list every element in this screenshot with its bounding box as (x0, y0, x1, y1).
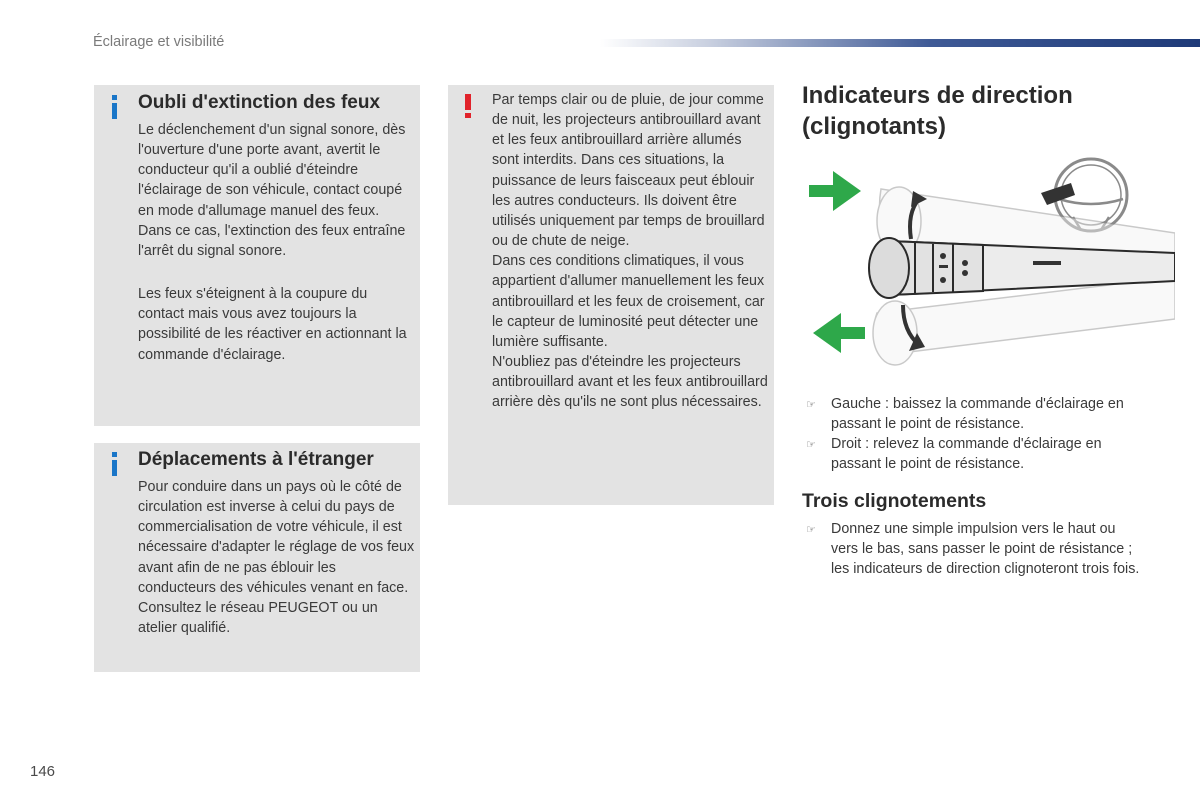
paragraph: Les feux s'éteignent à la coupure du contact mais vous avez toujours la possibilité de les réactiver en actionnant la commande d'éclairage. (138, 286, 407, 363)
indicator-bullets (806, 394, 1146, 475)
box-body (138, 477, 416, 638)
box-title: Déplacements à l'étranger (138, 449, 374, 470)
box-body (138, 120, 416, 365)
paragraph: Dans ces conditions climatiques, il vous appartient d'allumer manuellement les feux antibrouillard et les feux de croisement, car le capteur de luminosité peut détecter une lumière suffisante. (492, 253, 765, 350)
pointing-hand-icon: ☞ (806, 524, 816, 536)
subsection-title: Trois clignotements (802, 490, 987, 512)
box-title: Oubli d'extinction des feux (138, 92, 381, 113)
left-arrow-icon (813, 313, 865, 353)
info-box-oubli (94, 85, 420, 426)
warning-box (448, 85, 774, 505)
paragraph: Consultez le réseau PEUGEOT ou un atelier qualifié. (138, 599, 378, 637)
paragraph: Dans ce cas, l'extinction des feux entraîne l'arrêt du signal sonore. (138, 222, 406, 259)
list-item: ☞ Droit : relevez la commande d'éclairage en passant le point de résistance. (806, 436, 1102, 473)
header-divider (600, 39, 1200, 47)
paragraph: Par temps clair ou de pluie, de jour comme de nuit, les projecteurs antibrouillard avant et les feux antibrouillard arrière allumés sont interdits. Dans ces situations, la puissance de leurs faisceaux peut éblouir les autres conducteurs. Ils doivent être utilisés uniquement par temps de brouillard ou de chute de neige. (492, 92, 765, 250)
paragraph: N'oubliez pas d'éteindre les projecteurs antibrouillard avant et les feux antibrouillard arrière dès qu'ils ne sont plus nécessaires. (492, 354, 768, 411)
warning-icon (465, 94, 471, 118)
pointing-hand-icon: ☞ (806, 439, 816, 452)
section-title: Indicateurs de direction (clignotants) (802, 82, 1073, 140)
info-box-deplacements (94, 443, 420, 672)
right-arrow-icon (809, 171, 861, 211)
section-header: Éclairage et visibilité (93, 34, 225, 50)
box-body (492, 90, 772, 413)
paragraph: Pour conduire dans un pays où le côté de circulation est inverse à celui du pays de commercialisation de votre véhicule, il est nécessaire d'adapter le réglage de vos feux avant afin de ne pas éblouir les conducteurs des véhicules venant en face. (138, 479, 415, 596)
info-icon (112, 95, 117, 119)
list-item: ☞ Donnez une simple impulsion vers le haut ou vers le bas, sans passer le point de résistance ; les indicateurs de direction clignoteront trois fois. (806, 521, 1140, 578)
three-blink-bullets (806, 519, 1146, 579)
turn-signal-stalk-illustration (803, 155, 1175, 373)
page-number: 146 (30, 763, 56, 780)
paragraph: Le déclenchement d'un signal sonore, dès l'ouverture d'une porte avant, avertit le conducteur qu'il a oublié d'éteindre l'éclairage de son véhicule, contact coupé en mode d'allumage manuel des feux. (138, 122, 406, 219)
info-icon (112, 452, 117, 476)
list-item: ☞ Gauche : baissez la commande d'éclairage en passant le point de résistance. (806, 396, 1124, 433)
pointing-hand-icon: ☞ (806, 399, 816, 411)
